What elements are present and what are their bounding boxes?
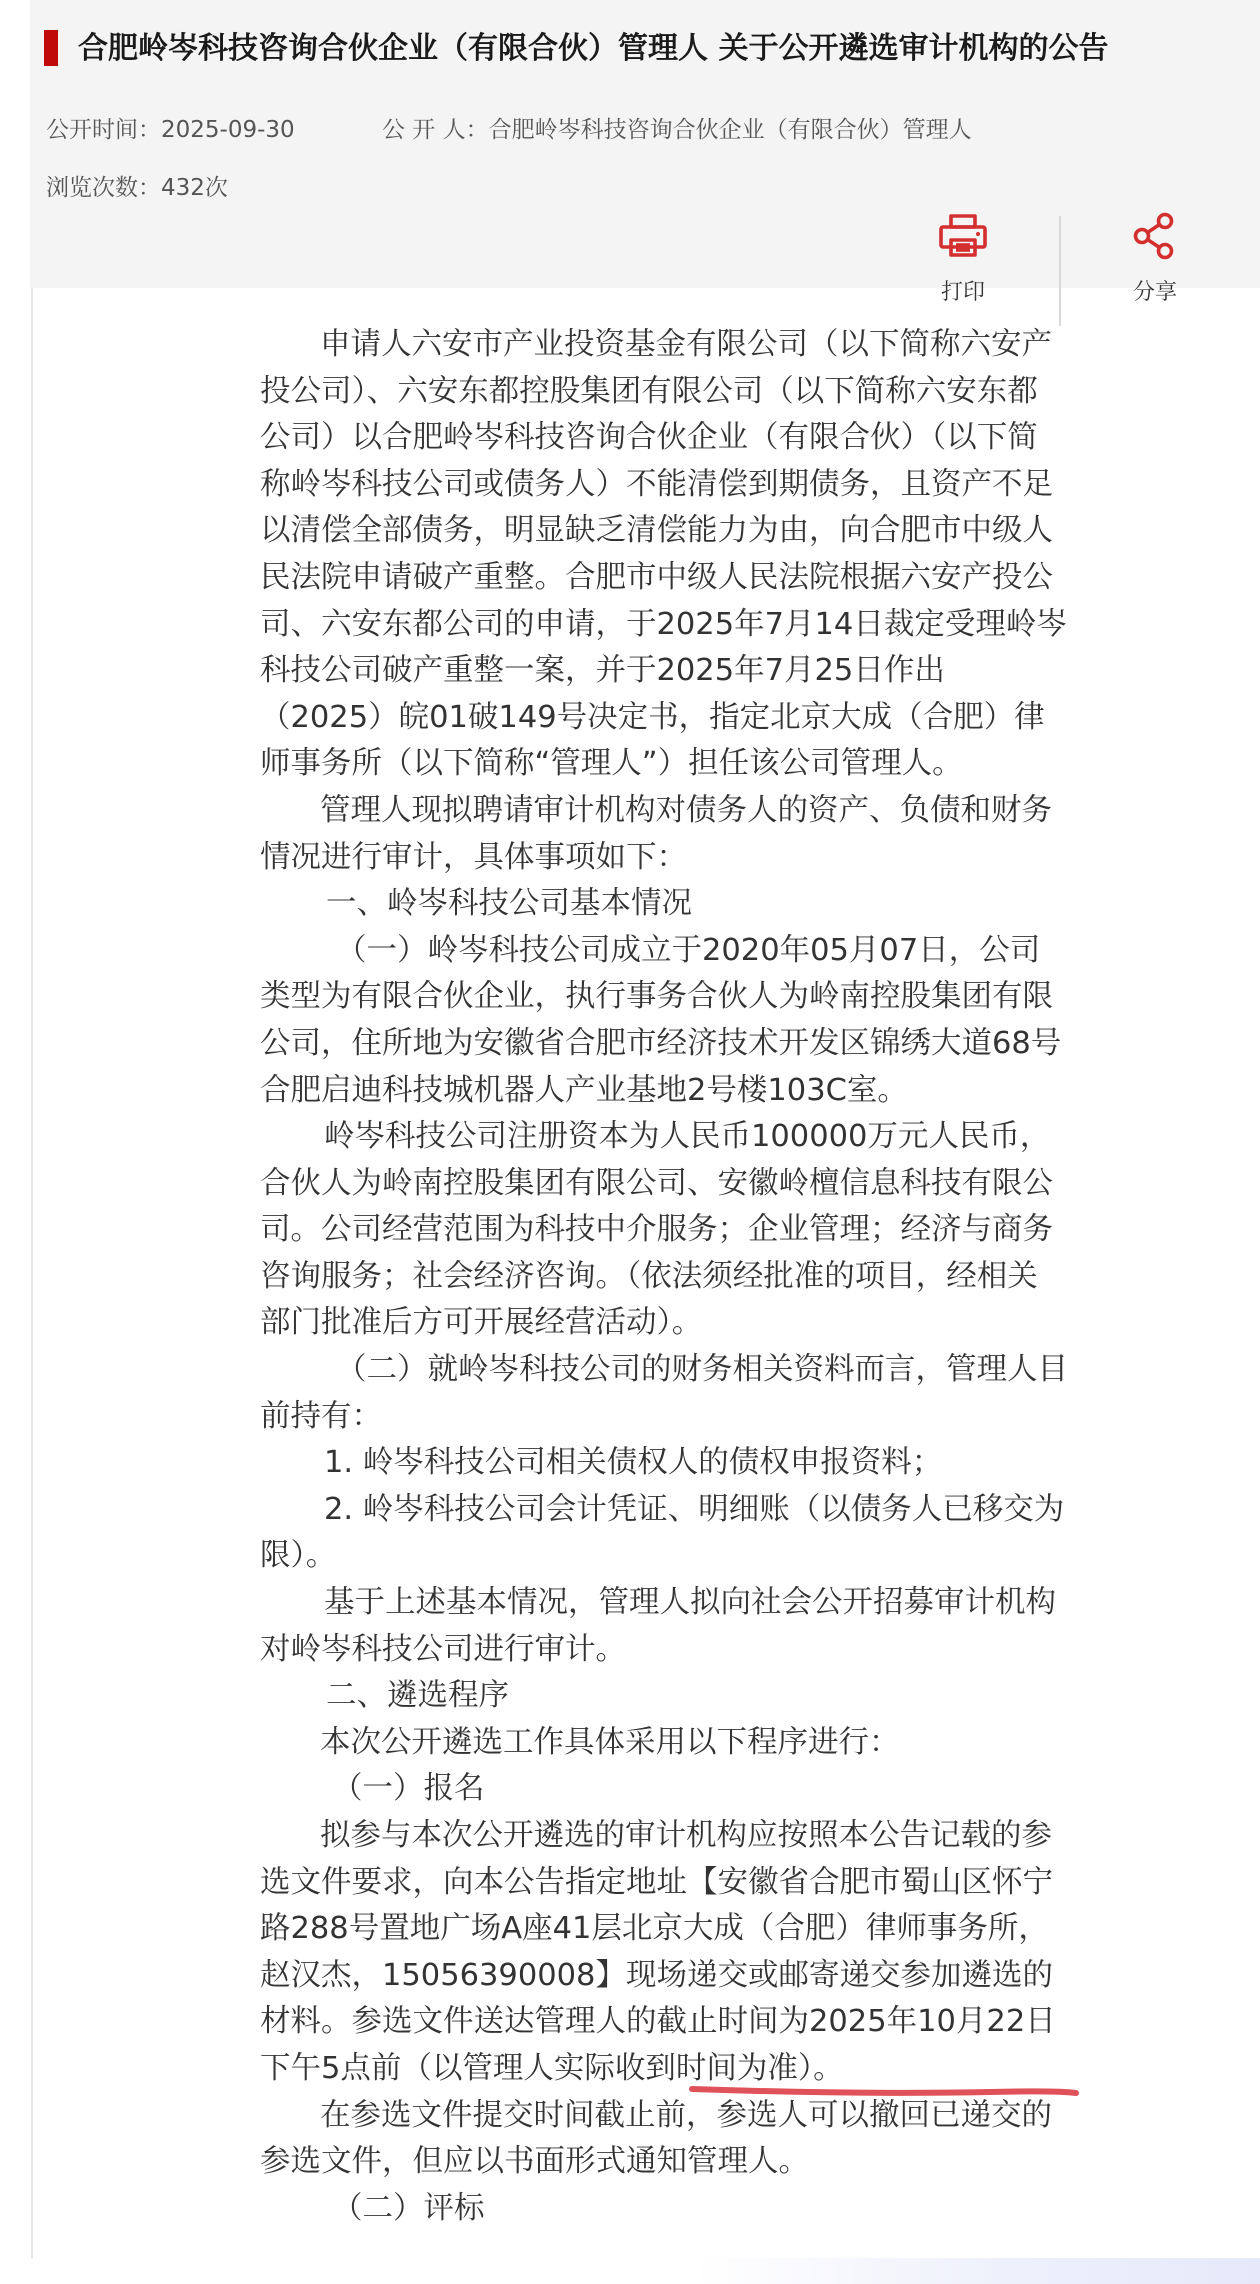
publish-time: 公开时间：2025-09-30 [46, 117, 295, 143]
print-button[interactable] [903, 210, 1023, 308]
action-divider [1059, 216, 1061, 326]
print-label: 打印 [940, 280, 985, 305]
paragraph-procedure: 本次公开遴选工作具体采用以下程序进行： [320, 1724, 900, 1760]
announcement-body [260, 322, 1068, 2232]
printer-icon [937, 210, 989, 262]
section-heading: 二、遴选程序 [326, 1678, 509, 1714]
page-title: 合肥岭岑科技咨询合伙企业（有限合伙）管理人 关于公开遴选审计机构的公告 [78, 31, 1109, 66]
list-item: 2. 岭岑科技公司会计凭证、明细账（以债务人已移交为限）。 [260, 1491, 1065, 1574]
bottom-edge [0, 2258, 1260, 2284]
paragraph-purpose: 管理人现拟聘请审计机构对债务人的资产、负债和财务情况进行审计，具体事项如下： [260, 792, 1052, 875]
red-underline-annotation [690, 2079, 1078, 2101]
paragraph-capital: 岭岑科技公司注册资本为人民币100000万元人民币，合伙人为岭南控股集团有限公司、安徽岭檀信息科技有限公司。公司经营范围为科技中介服务；企业管理；经济与商务咨询服务；社会经济咨询。（依法须经批准的项目，经相关部门批准后方可开展经营活动）。 [260, 1119, 1053, 1341]
publisher: 公 开 人：合肥岭岑科技咨询合伙企业（有限合伙）管理人 [382, 117, 972, 143]
paragraph-audit-intent: 基于上述基本情况，管理人拟向社会公开招募审计机构对岭岑科技公司进行审计。 [260, 1585, 1056, 1667]
paragraph-documents: （二）就岭岑科技公司的财务相关资料而言，管理人目前持有： [260, 1352, 1068, 1434]
paragraph-company-basic: （一）岭岑科技公司成立于2020年05月07日，公司类型为有限合伙企业，执行事务合伙人为岭南控股集团有限公司，住所地为安徽省合肥市经济技术开发区锦绣大道68号合肥启迪科技城机器人产业基地2号楼103C室。 [260, 932, 1062, 1108]
share-label: 分享 [1132, 280, 1177, 305]
share-icon [1129, 210, 1181, 262]
subsection-heading: （二）评标 [332, 2190, 485, 2226]
view-count: 浏览次数：432次 [46, 175, 228, 201]
paragraph-withdrawal: 在参选文件提交时间截止前，参选人可以撤回已递交的参选文件，但应以书面形式通知管理人。 [260, 2097, 1052, 2180]
list-item: 1. 岭岑科技公司相关债权人的债权申报资料； [324, 1445, 943, 1481]
subsection-heading: （一）报名 [332, 1771, 485, 1807]
paragraph-intro: 申请人六安市产业投资基金有限公司（以下简称六安产投公司）、六安东都控股集团有限公司（以下简称六安东都公司）以合肥岭岑科技咨询合伙企业（有限合伙）（以下简称岭岑科技公司或债务人）不能清偿到期债务，且资产不足以清偿全部债务，明显缺乏清偿能力为由，向合肥市中级人民法院申请破产重整。合肥市中级人民法院根据六安产投公司、六安东都公司的申请，于2025年7月14日裁定受理岭岑科技公司破产重整一案，并于2025年7月25日作出（2025）皖01破149号决定书，指定北京大成（合肥）律师事务所（以下简称“管理人”）担任该公司管理人。 [260, 327, 1067, 782]
share-button[interactable] [1095, 210, 1215, 308]
paragraph-registration: 拟参与本次公开遴选的审计机构应按照本公告记载的参选文件要求，向本公告指定地址【安徽省合肥市蜀山区怀宁路288号置地广场A座41层北京大成（合肥）律师事务所，赵汉杰，15056390008】现场递交或邮寄递交参加遴选的材料。参选文件送达管理人的截止时间为2025年10月22日下午5点前（以管理人实际收到时间为准）。 [260, 1818, 1056, 2086]
title-accent-bar [44, 30, 58, 66]
section-heading: 一、岭岑科技公司基本情况 [326, 886, 692, 922]
content-border [31, 288, 33, 2263]
